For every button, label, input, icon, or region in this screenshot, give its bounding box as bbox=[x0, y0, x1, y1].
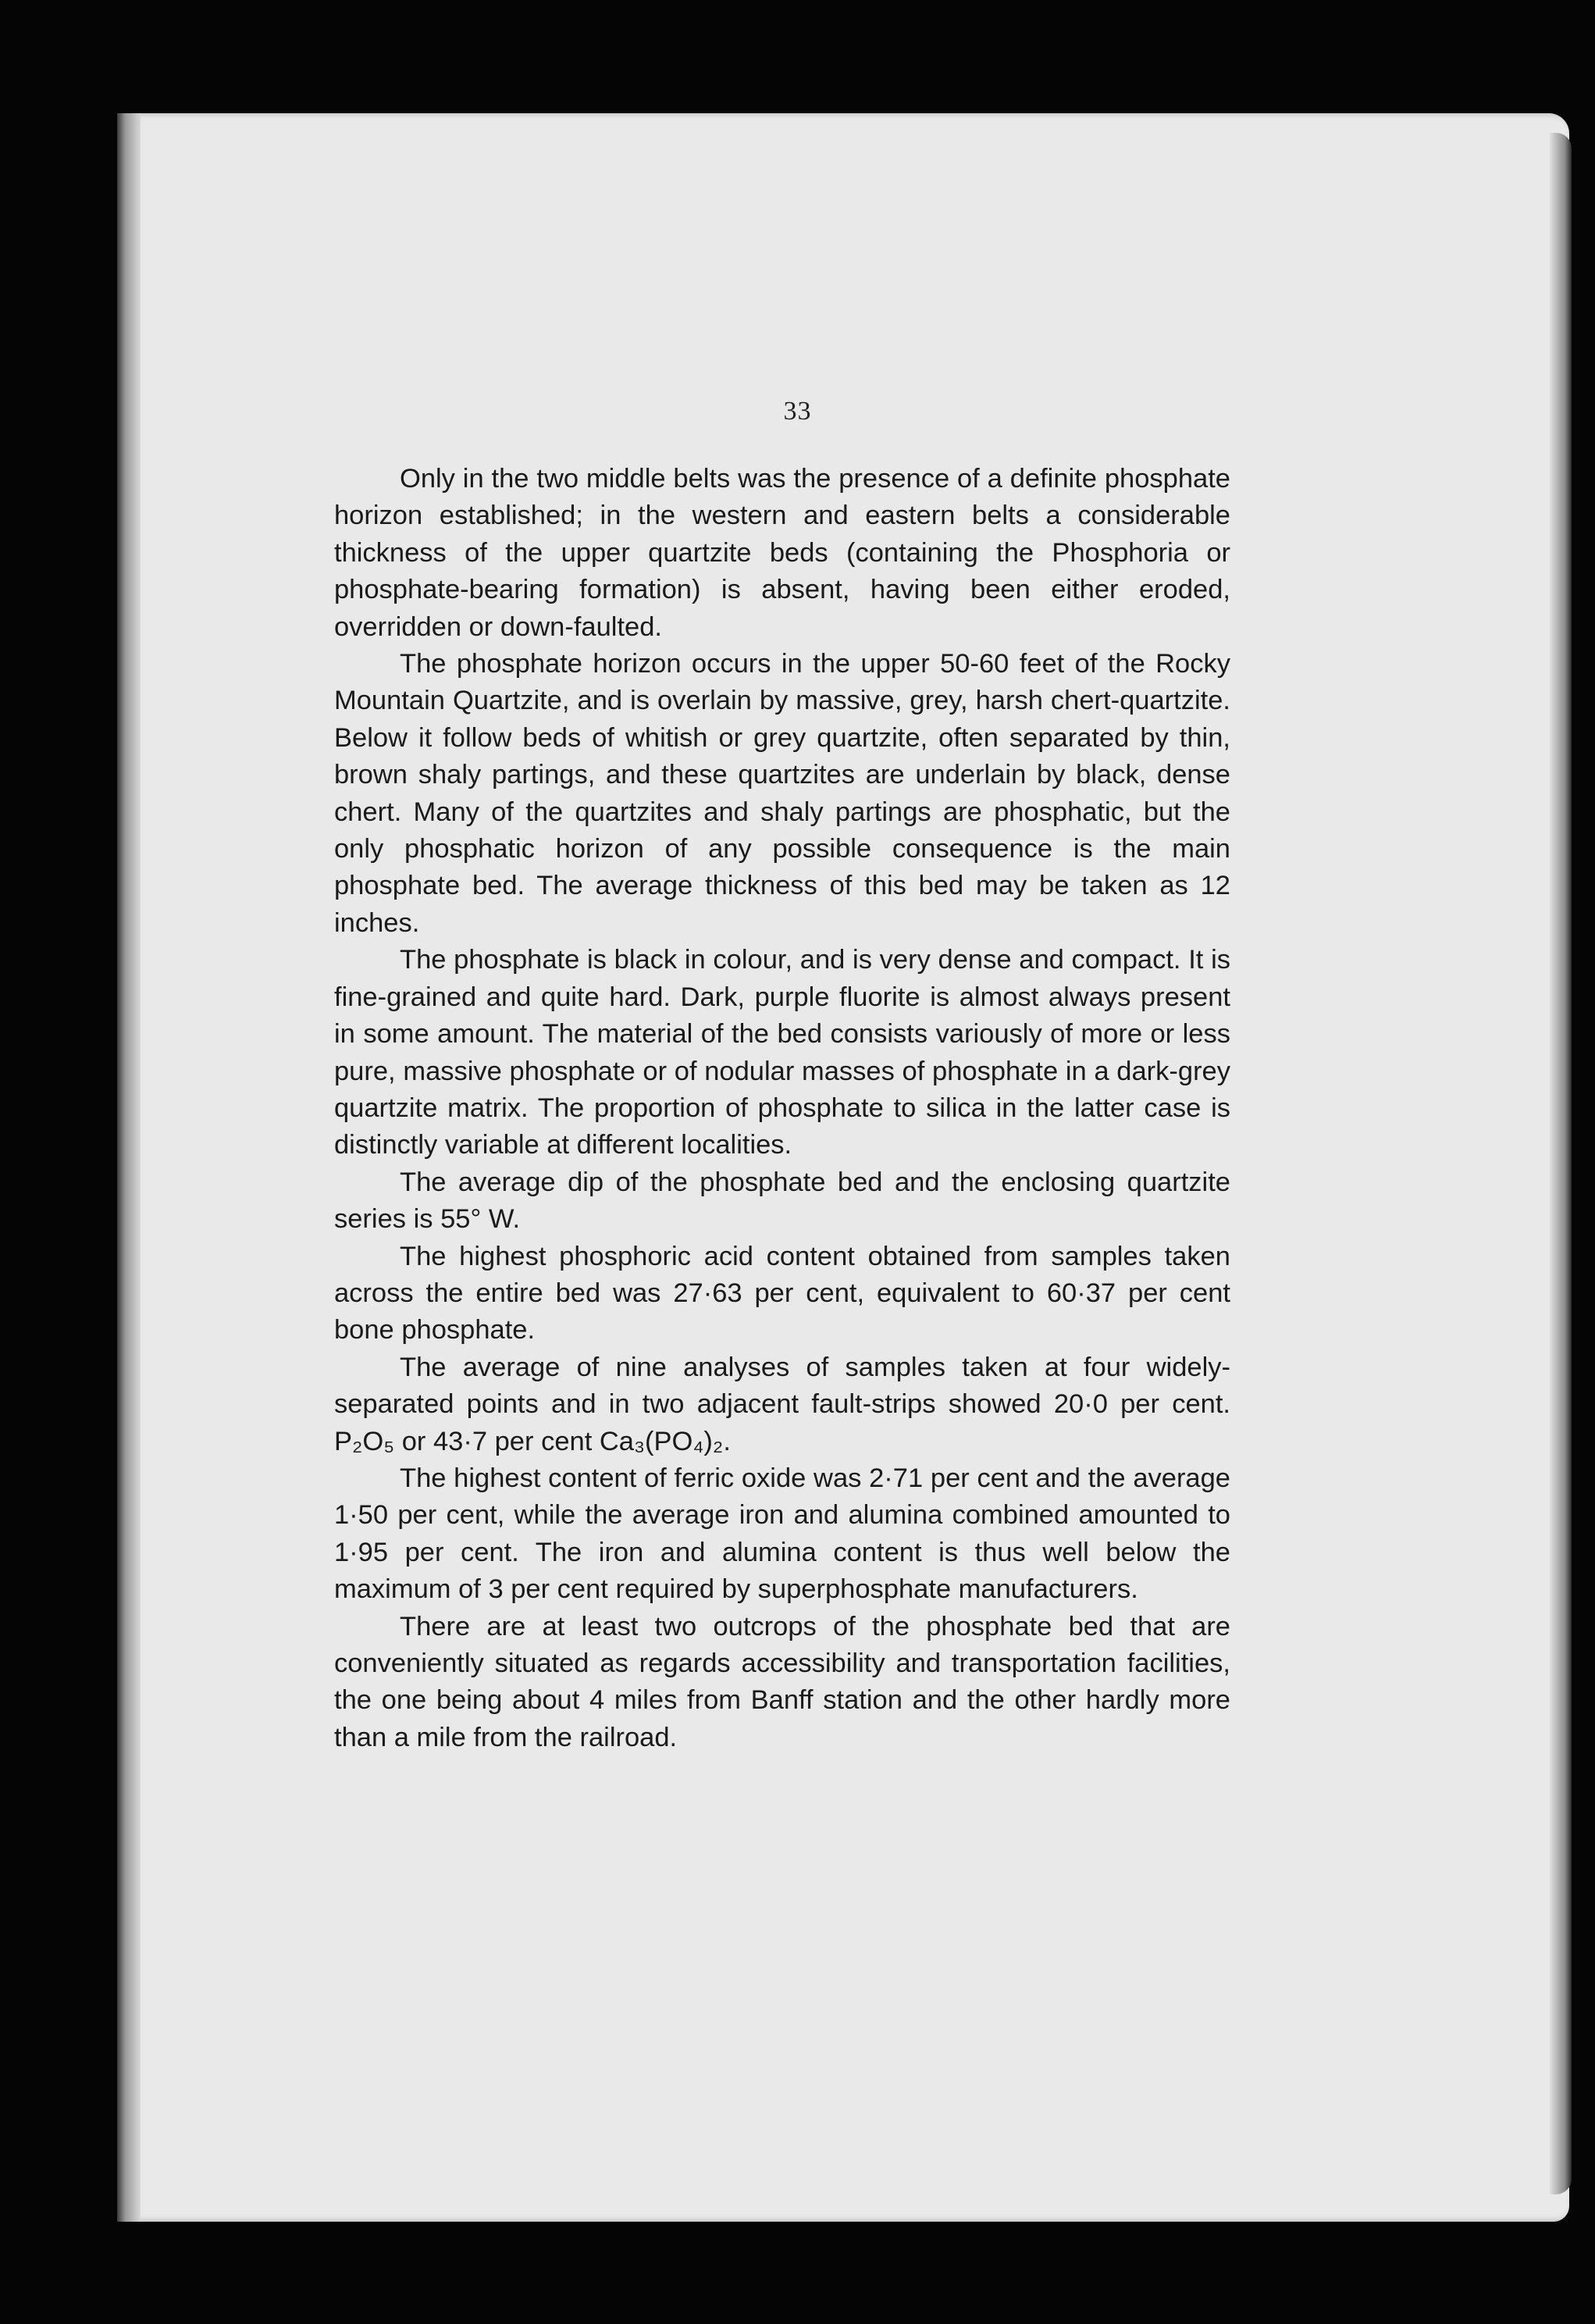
body-text bbox=[334, 461, 1230, 1756]
paragraph: The phosphate is black in colour, and is very dense and compact. It is fine-grained and quite hard. Dark, purple fluorite is almost always present in some amount. The material of the bed consists variously of more or less pure, massive phosphate or of nodular masses of phosphate in a dark-grey quartzite matrix. The proportion of phosphate to silica in the latter case is distinctly variable at different localities. bbox=[334, 945, 1230, 1160]
paragraph: The phosphate horizon occurs in the upper 50-60 feet of the Rocky Mountain Quartzite, and is overlain by massive, grey, harsh chert-quartzite. Below it follow beds of whitish or grey quartzite, often separated by thin, brown shaly partings, and these quartzites are underlain by black, dense chert. Many of the quartzites and shaly partings are phosphatic, but the only phosphatic horizon of any possible consequence is the main phosphate bed. The average thickness of this bed may be taken as 12 inches. bbox=[334, 649, 1230, 938]
paragraph: The average of nine analyses of samples taken at four widely-separated points and in two adjacent fault-strips showed 20·0 per cent. P₂O₅ or 43·7 per cent Ca₃(PO₄)₂. bbox=[334, 1352, 1230, 1456]
paragraph: There are at least two outcrops of the phosphate bed that are conveniently situated as regards accessibility and transportation facilities, the one being about 4 miles from Banff station and the other hardly more than a mile from the railroad. bbox=[334, 1611, 1230, 1752]
page-spine-shadow bbox=[117, 113, 141, 2222]
page-edge bbox=[1550, 133, 1572, 2194]
page-number: 33 bbox=[783, 397, 812, 426]
paragraph: Only in the two middle belts was the presence of a definite phosphate horizon established; in the western and eastern belts a considerable thickness of the upper quartzite beds (containing the Phosphoria or phosphate-bearing formation) is absent, having been either eroded, overridden or down-faulted. bbox=[334, 464, 1230, 642]
paragraph: The highest content of ferric oxide was 2·71 per cent and the average 1·50 per cent, while the average iron and alumina combined amounted to 1·95 per cent. The iron and alumina content is thus well below the maximum of 3 per cent required by superphosphate manufacturers. bbox=[334, 1463, 1230, 1605]
paragraph: The average dip of the phosphate bed and the enclosing quartzite series is 55° W. bbox=[334, 1167, 1230, 1235]
paragraph: The highest phosphoric acid content obtained from samples taken across the entire bed was 27·63 per cent, equivalent to 60·37 per cent bone phosphate. bbox=[334, 1241, 1230, 1346]
